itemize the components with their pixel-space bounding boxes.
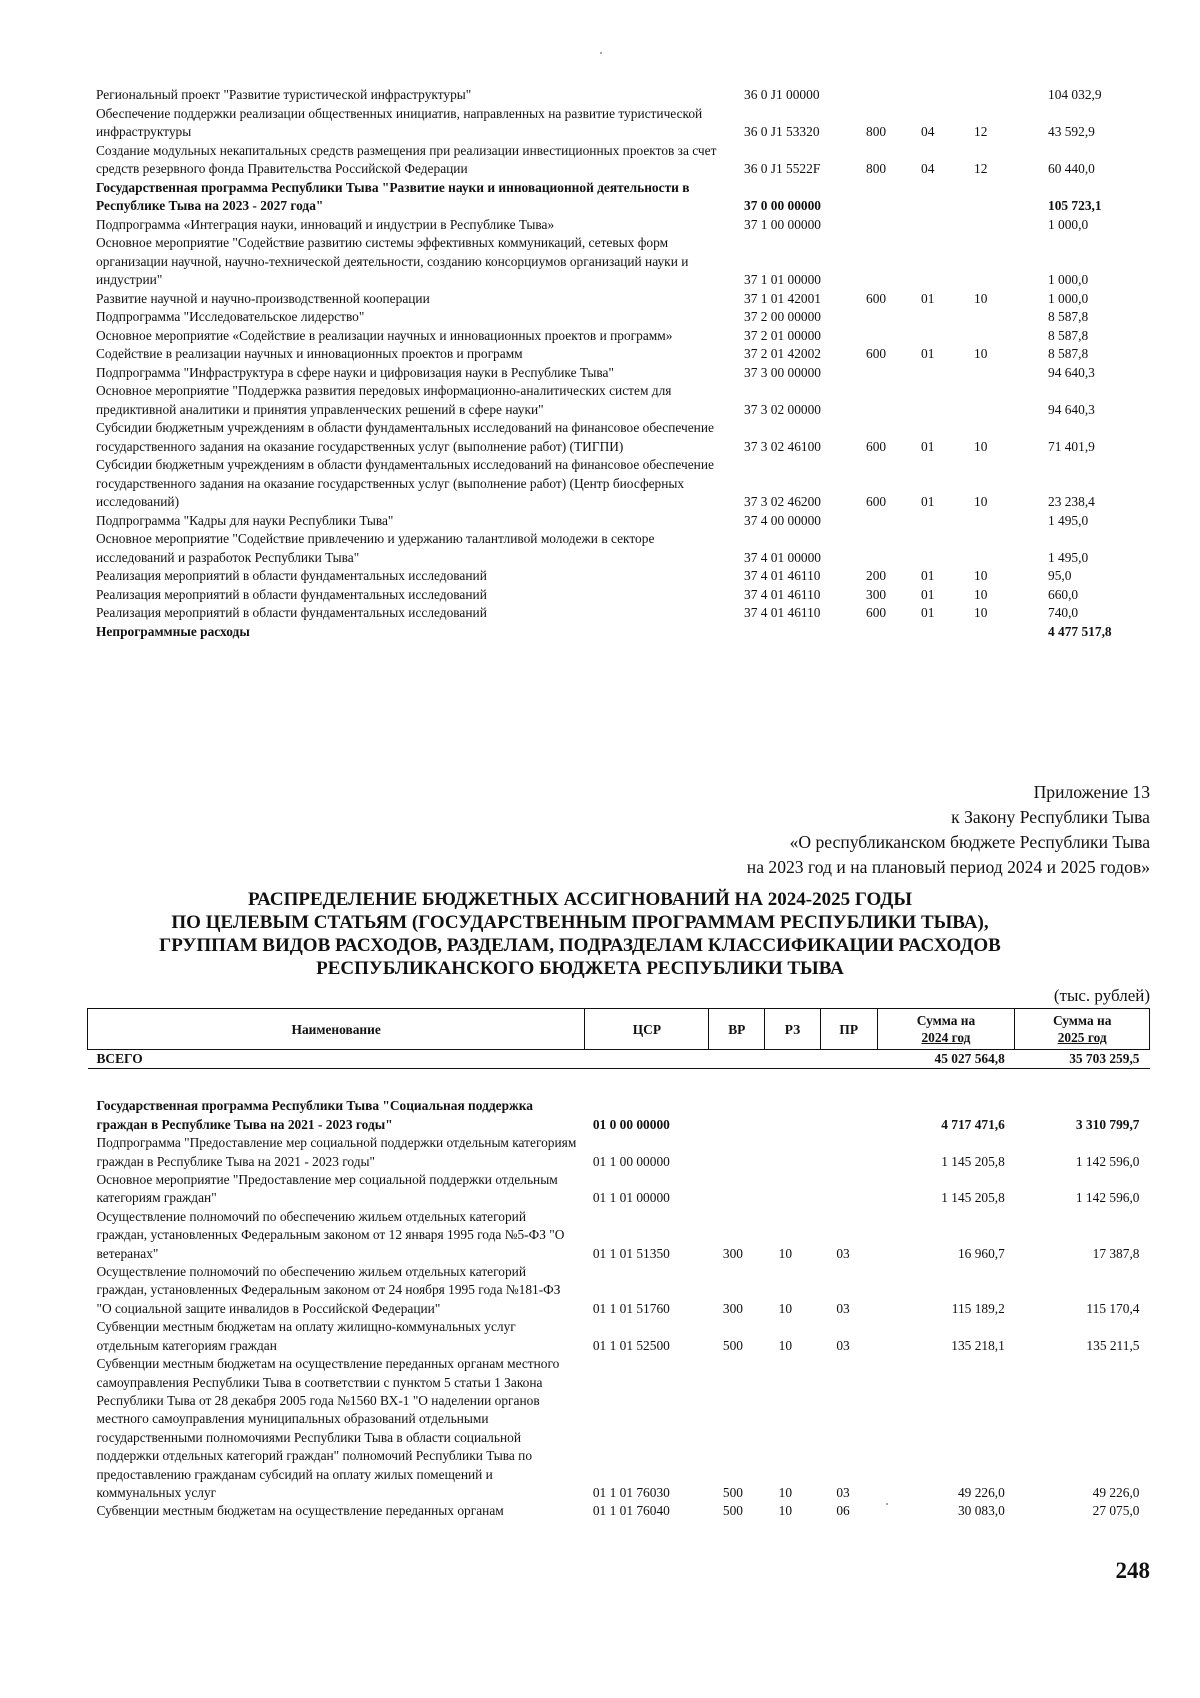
row-vr: 600: [866, 438, 887, 454]
row-rz: [921, 530, 974, 567]
row-name: Подпрограмма "Исследовательское лидерство": [96, 309, 365, 324]
title-line-4: РЕСПУБЛИКАНСКОГО БЮДЖЕТА РЕСПУБЛИКИ ТЫВА: [316, 958, 844, 979]
table-row: [96, 623, 1138, 642]
row-sum: 94 640,3: [1048, 401, 1095, 417]
table-row: [96, 290, 1138, 309]
row-code: 37 3 02 46100: [744, 438, 821, 454]
table-row: [96, 142, 1138, 179]
table-row: [96, 364, 1138, 383]
total-sum-2025: 35 703 259,5: [1015, 1050, 1150, 1069]
row-code: 01 1 01 51760: [592, 1300, 670, 1316]
continuation-table: [96, 86, 1138, 641]
title-line-3: ГРУППАМ ВИДОВ РАСХОДОВ, РАЗДЕЛАМ, ПОДРАЗДЕЛАМ КЛАССИФИКАЦИИ РАСХОДОВ: [159, 935, 1001, 956]
table-row: [96, 86, 1138, 105]
row-sum-2024: 30 083,0: [957, 1503, 1005, 1519]
header-rz: РЗ: [765, 1009, 821, 1050]
row-name: Подпрограмма "Предоставление мер социальной поддержки отдельным категориям граждан в Республике Тыва на 2021 - 2023 годы": [96, 1135, 577, 1169]
table-row: [96, 530, 1138, 567]
row-vr: [866, 179, 921, 216]
row-name: Основное мероприятие "Поддержка развития передовых информационно-аналитических систем для предиктивной аналитики и принятия управленческих решений в сфере науки": [96, 383, 672, 417]
row-pr: [974, 308, 1048, 327]
row-code: [744, 623, 866, 642]
row-name: Непрограммные расходы: [96, 623, 250, 639]
row-code: 01 1 01 51350: [592, 1245, 670, 1261]
page-number: 248: [1115, 1558, 1150, 1583]
row-sum-2024: 1 145 205,8: [941, 1153, 1005, 1169]
row-name: Реализация мероприятий в области фундаментальных исследований: [96, 586, 487, 602]
row-rz: 10: [778, 1245, 793, 1261]
row-sum: 23 238,4: [1048, 494, 1095, 509]
row-pr: 10: [974, 605, 988, 620]
table-row: [96, 604, 1138, 623]
row-code: 37 2 00 00000: [744, 309, 821, 324]
row-sum: 1 000,0: [1048, 290, 1089, 306]
row-vr: 300: [866, 586, 887, 602]
row-code: 37 4 01 46110: [744, 568, 821, 583]
row-sum: 60 440,0: [1048, 161, 1095, 176]
row-code: 01 1 01 76030: [592, 1484, 670, 1500]
table-row: [88, 1502, 1150, 1520]
table-row: [96, 512, 1138, 531]
row-name: Подпрограмма "Инфраструктура в сфере науки и цифровизация науки в Республике Тыва": [96, 364, 614, 380]
row-rz: 04: [921, 161, 935, 176]
row-pr: 06: [836, 1503, 850, 1519]
row-name: Государственная программа Республики Тыва "Развитие науки и инновационной деятельности в Республике Тыва на 2023 - 2027 года": [96, 179, 690, 213]
row-sum: 71 401,9: [1048, 438, 1095, 454]
header-pr: ПР: [820, 1009, 877, 1050]
row-vr: 300: [722, 1245, 743, 1261]
row-sum: 740,0: [1048, 605, 1079, 620]
row-sum: 8 587,8: [1048, 327, 1089, 343]
row-sum-2024: 135 218,1: [951, 1337, 1005, 1353]
row-code: 37 4 00 00000: [744, 512, 821, 528]
budget-table: [87, 1008, 1150, 1521]
row-vr: 200: [866, 568, 887, 583]
row-name: Реализация мероприятий в области фундаментальных исследований: [96, 568, 487, 583]
row-rz: [921, 382, 974, 419]
row-vr: [866, 530, 921, 567]
header-csr: ЦСР: [585, 1009, 709, 1050]
row-name: Субсидии бюджетным учреждениям в области фундаментальных исследований на финансовое обеспечение государственного задания на оказание государственных услуг (выполнение работ) (Центр биосферных исследований): [96, 457, 714, 509]
row-sum-2024: 115 189,2: [951, 1300, 1005, 1316]
row-sum-2024: 4 717 471,6: [941, 1116, 1005, 1132]
row-sum: 1 495,0: [1048, 549, 1089, 565]
row-rz: [921, 179, 974, 216]
table-row: [88, 1134, 1150, 1171]
row-rz: [921, 623, 974, 642]
row-pr: 10: [974, 346, 988, 361]
table-row: [96, 345, 1138, 364]
spacer-row: [88, 1069, 1150, 1098]
table-row: [96, 419, 1138, 456]
row-rz: 01: [921, 586, 935, 602]
row-pr: 12: [974, 124, 988, 139]
row-pr: 03: [836, 1484, 850, 1500]
title-line-1: РАСПРЕДЕЛЕНИЕ БЮДЖЕТНЫХ АССИГНОВАНИЙ НА 2024-2025 ГОДЫ: [247, 889, 913, 910]
row-rz: 01: [921, 605, 935, 620]
row-sum-2025: 135 211,5: [1086, 1337, 1140, 1353]
row-sum: 95,0: [1048, 568, 1072, 583]
row-pr: [974, 382, 1048, 419]
row-rz: 01: [921, 346, 935, 361]
row-name: Субвенции местным бюджетам на осуществление переданных органам: [96, 1503, 504, 1519]
row-pr: [974, 86, 1048, 105]
row-pr: [820, 1097, 877, 1134]
row-code: 36 0 J1 00000: [744, 87, 820, 102]
table-row: [88, 1097, 1150, 1134]
row-code: 37 4 01 00000: [744, 549, 821, 565]
appendix-line-4: на 2023 год и на плановый период 2024 и 2025 годов»: [746, 857, 1150, 877]
table-header-row: [88, 1009, 1150, 1050]
table-row: [96, 567, 1138, 586]
table-row: [96, 308, 1138, 327]
row-name: Основное мероприятие "Предоставление мер социальной поддержки отдельным категориям граждан": [96, 1172, 558, 1206]
document-title: [80, 888, 1080, 980]
table-row: [96, 179, 1138, 216]
row-pr: 10: [974, 586, 988, 602]
row-vr: [866, 382, 921, 419]
row-sum: 105 723,1: [1048, 198, 1102, 213]
row-name: Государственная программа Республики Тыва "Социальная поддержка граждан в Республике Тыва на 2021 - 2023 годы": [96, 1098, 533, 1132]
row-sum: 43 592,9: [1048, 124, 1095, 139]
row-vr: 600: [866, 346, 887, 361]
row-rz: [765, 1134, 821, 1171]
row-code: 01 1 01 76040: [592, 1503, 670, 1519]
row-vr: [866, 327, 921, 346]
scan-speck: [600, 52, 602, 54]
row-sum: 8 587,8: [1048, 346, 1089, 361]
row-name: Региональный проект "Развитие туристической инфраструктуры": [96, 87, 472, 102]
row-rz: 01: [921, 568, 935, 583]
row-rz: [921, 308, 974, 327]
row-pr: [974, 512, 1048, 531]
row-sum: 4 477 517,8: [1048, 623, 1112, 639]
row-sum: 660,0: [1048, 586, 1079, 602]
table-row: [96, 234, 1138, 290]
header-sum-2024-label: Сумма на: [916, 1013, 976, 1028]
row-sum: 1 000,0: [1048, 216, 1089, 232]
row-rz: 01: [921, 494, 935, 509]
appendix-line-1: Приложение 13: [1033, 782, 1150, 802]
row-rz: 10: [778, 1503, 793, 1519]
header-sum-2025: [1015, 1009, 1150, 1050]
row-pr: [974, 364, 1048, 383]
row-name: Содействие в реализации научных и инновационных проектов и программ: [96, 346, 523, 361]
row-sum-2024: 49 226,0: [957, 1484, 1005, 1500]
row-rz: 04: [921, 124, 935, 139]
row-vr: 600: [866, 605, 887, 620]
row-pr: 10: [974, 290, 988, 306]
row-code: 36 0 J1 53320: [744, 124, 820, 139]
table-row: [96, 216, 1138, 235]
row-code: 37 0 00 00000: [744, 198, 821, 213]
row-rz: [765, 1097, 821, 1134]
row-vr: 600: [866, 290, 887, 306]
row-pr: [974, 179, 1048, 216]
row-name: Субвенции местным бюджетам на оплату жилищно-коммунальных услуг отдельным категориям граждан: [96, 1319, 516, 1353]
header-name: Наименование: [88, 1009, 585, 1050]
row-code: 37 1 01 00000: [744, 272, 821, 287]
row-code: 37 3 00 00000: [744, 364, 821, 380]
row-code: 01 1 01 00000: [592, 1190, 670, 1206]
row-pr: [820, 1134, 877, 1171]
header-sum-2024: [877, 1009, 1015, 1050]
row-sum-2025: 17 387,8: [1092, 1245, 1140, 1261]
row-sum: 8 587,8: [1048, 309, 1089, 324]
units-label: (тыс. рублей): [1053, 986, 1150, 1005]
appendix-line-3: «О республиканском бюджете Республики Тыва: [789, 832, 1150, 852]
row-sum-2024: 16 960,7: [957, 1245, 1005, 1261]
row-sum-2025: 27 075,0: [1092, 1503, 1140, 1519]
row-vr: [866, 512, 921, 531]
row-name: Подпрограмма «Интеграция науки, инноваций и индустрии в Республике Тыва»: [96, 216, 555, 232]
row-sum: 1 495,0: [1048, 512, 1089, 528]
row-code: 01 1 00 00000: [592, 1153, 670, 1169]
row-pr: 03: [836, 1337, 850, 1353]
row-vr: 600: [866, 494, 887, 509]
row-code: 37 1 00 00000: [744, 216, 821, 232]
header-vr: ВР: [709, 1009, 765, 1050]
header-sum-2024-year: 2024 год: [921, 1030, 971, 1045]
row-vr: 800: [866, 124, 887, 139]
row-pr: 10: [974, 568, 988, 583]
table-row: [88, 1318, 1150, 1355]
total-label: ВСЕГО: [88, 1050, 585, 1069]
row-rz: [921, 512, 974, 531]
row-name: Подпрограмма "Кадры для науки Республики Тыва": [96, 512, 394, 528]
row-code: 37 2 01 42002: [744, 346, 821, 361]
row-vr: [866, 623, 921, 642]
row-rz: [921, 364, 974, 383]
row-vr: [709, 1134, 765, 1171]
row-vr: [866, 86, 921, 105]
row-rz: 01: [921, 438, 935, 454]
row-pr: 03: [836, 1300, 850, 1316]
header-sum-2025-year: 2025 год: [1057, 1030, 1107, 1045]
row-code: 37 4 01 46110: [744, 586, 821, 602]
row-sum-2025: 1 142 596,0: [1075, 1190, 1140, 1206]
row-sum-2025: 1 142 596,0: [1075, 1153, 1140, 1169]
row-code: 37 4 01 46110: [744, 605, 821, 620]
row-rz: 10: [778, 1484, 793, 1500]
row-rz: [921, 234, 974, 290]
row-rz: 10: [778, 1337, 793, 1353]
row-rz: [921, 327, 974, 346]
row-pr: 03: [836, 1245, 850, 1261]
total-sum-2024: 45 027 564,8: [877, 1050, 1015, 1069]
row-pr: 12: [974, 161, 988, 176]
row-pr: [974, 327, 1048, 346]
row-pr: 10: [974, 438, 988, 454]
row-code: 37 1 01 42001: [744, 290, 821, 306]
row-vr: 500: [722, 1337, 743, 1353]
row-rz: [921, 86, 974, 105]
row-pr: [974, 216, 1048, 235]
row-name: Создание модульных некапитальных средств размещения при реализации инвестиционных проектов за счет средств резервного фонда Правительства Российской Федерации: [96, 142, 717, 176]
row-name: Обеспечение поддержки реализации общественных инициатив, направленных на развитие туристической инфраструктуры: [96, 105, 703, 139]
table-row: [96, 586, 1138, 605]
row-code: 37 3 02 00000: [744, 401, 821, 417]
row-name: Субсидии бюджетным учреждениям в области фундаментальных исследований на финансовое обеспечение государственного задания на оказание государственных услуг (выполнение работ) (ТИГПИ): [96, 420, 714, 454]
table-row: [88, 1355, 1150, 1502]
row-sum-2025: 3 310 799,7: [1075, 1116, 1140, 1132]
table-row: [96, 327, 1138, 346]
table-row: [96, 105, 1138, 142]
row-code: 37 3 02 46200: [744, 494, 821, 509]
row-sum: 104 032,9: [1048, 87, 1102, 102]
row-name: Развитие научной и научно-производственной кооперации: [96, 290, 430, 306]
row-sum-2024: 1 145 205,8: [941, 1190, 1005, 1206]
table-row: [88, 1263, 1150, 1318]
row-pr: 10: [974, 494, 988, 509]
row-sum-2025: 115 170,4: [1086, 1300, 1140, 1316]
appendix-caption: [747, 780, 1150, 880]
row-code: 01 1 01 52500: [592, 1337, 670, 1353]
row-name: Основное мероприятие "Содействие привлечению и удержанию талантливой молодежи в секторе исследований и разработок Республики Тыва": [96, 531, 655, 565]
table-row: [88, 1171, 1150, 1208]
row-rz: 01: [921, 290, 935, 306]
row-pr: [820, 1171, 877, 1208]
row-rz: [765, 1171, 821, 1208]
row-vr: 500: [722, 1484, 743, 1500]
row-name: Осуществление полномочий по обеспечению жильем отдельных категорий граждан, установленных Федеральным законом от 24 ноября 1995 года №181-ФЗ "О социальной защите инвалидов в Российской Федерации": [96, 1264, 561, 1316]
row-name: Субвенции местным бюджетам на осуществление переданных органам местного самоуправления Республики Тыва в соответствии с пунктом 5 статьи 1 Закона Республики Тыва от 28 декабря 2005 года №1560 ВХ-1 "О наделении органов местного самоуправления муниципальных образований отдельными государственными полномочиями Республики Тыва в области социальной поддержки отдельных категорий граждан" полномочий Республики Тыва по предоставлению гражданам субсидий на оплату жилых помещений и коммунальных услуг: [96, 1356, 560, 1500]
row-name: Реализация мероприятий в области фундаментальных исследований: [96, 605, 487, 620]
row-pr: [974, 530, 1048, 567]
row-code: 37 2 01 00000: [744, 327, 821, 343]
row-vr: [709, 1097, 765, 1134]
row-pr: [974, 623, 1048, 642]
appendix-line-2: к Закону Республики Тыва: [951, 807, 1150, 827]
total-row: [88, 1050, 1150, 1069]
row-rz: 10: [778, 1300, 793, 1316]
table-row: [96, 456, 1138, 512]
row-vr: [866, 364, 921, 383]
row-vr: [709, 1171, 765, 1208]
row-code: 01 0 00 00000: [592, 1116, 670, 1132]
row-sum-2025: 49 226,0: [1092, 1484, 1140, 1500]
row-name: Основное мероприятие "Содействие развитию системы эффективных коммуникаций, сетевых форм организации научной, научно-технической деятельности, созданию консорциумов организаций науки и индустрии": [96, 235, 689, 287]
row-pr: [974, 234, 1048, 290]
table-row: [96, 382, 1138, 419]
row-vr: [866, 234, 921, 290]
row-code: 36 0 J1 5522F: [744, 161, 821, 176]
row-sum: 1 000,0: [1048, 272, 1089, 287]
row-sum: 94 640,3: [1048, 364, 1095, 380]
title-line-2: ПО ЦЕЛЕВЫМ СТАТЬЯМ (ГОСУДАРСТВЕННЫМ ПРОГРАММАМ РЕСПУБЛИКИ ТЫВА),: [171, 912, 989, 933]
table-row: [88, 1208, 1150, 1263]
row-vr: 800: [866, 161, 887, 176]
row-vr: 300: [722, 1300, 743, 1316]
row-vr: [866, 216, 921, 235]
row-vr: [866, 308, 921, 327]
row-name: Осуществление полномочий по обеспечению жильем отдельных категорий граждан, установленных Федеральным законом от 12 января 1995 года №5-ФЗ "О ветеранах": [96, 1208, 565, 1261]
row-rz: [921, 216, 974, 235]
scan-speck: [886, 1503, 888, 1505]
header-sum-2025-label: Сумма на: [1052, 1013, 1112, 1028]
row-vr: 500: [722, 1503, 743, 1519]
row-name: Основное мероприятие «Содействие в реализации научных и инновационных проектов и программ»: [96, 327, 673, 343]
